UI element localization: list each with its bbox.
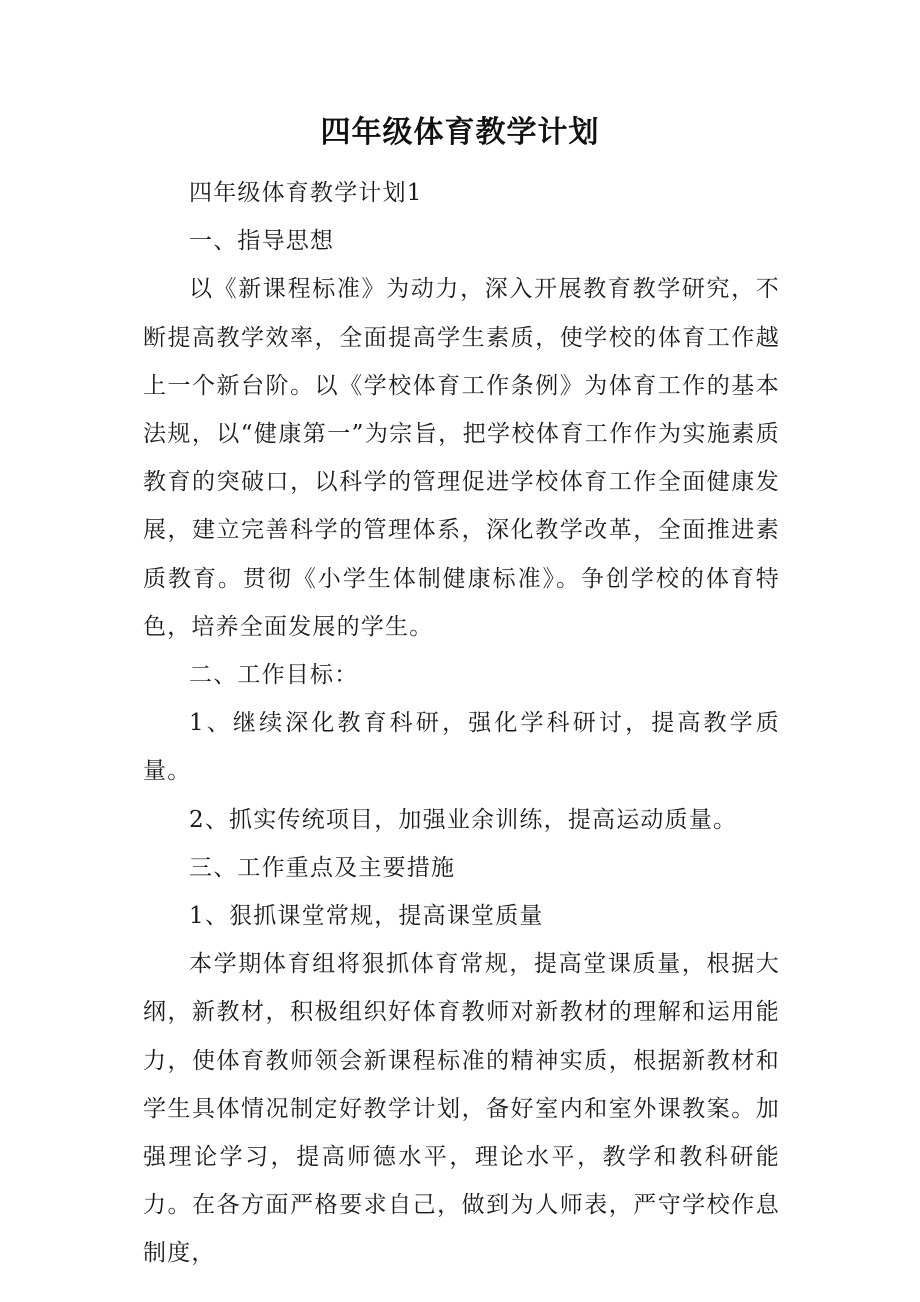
- document-body: [143, 169, 780, 1278]
- subsection-heading: 1、狠抓课堂常规，提高课堂质量: [189, 903, 544, 930]
- section-heading-key-measures: 三、工作重点及主要措施: [189, 854, 456, 881]
- section-heading-work-goals: 二、工作目标：: [189, 662, 359, 689]
- body-paragraph: 以《新课程标准》为动力，深入开展教育教学研究，不断提高教学效率，全面提高学生素质，使学校的体育工作越上一个新台阶。以《学校体育工作条例》为体育工作的基本法规，以“健康第一”为宗旨，把学校体育工作作为实施素质教育的突破口，以科学的管理促进学校体育工作全面健康发展，建立完善科学的管理体系，深化教学改革，全面推进素质教育。贯彻《小学生体制健康标准》。争创学校的体育特色，培养全面发展的学生。: [143, 276, 780, 640]
- body-paragraph: 本学期体育组将狠抓体育常规，提高堂课质量，根据大纲，新教材，积极组织好体育教师对新教材的理解和运用能力，使体育教师领会新课程标准的精神实质，根据新教材和学生具体情况制定好教学计划，备好室内和室外课教案。加强理论学习，提高师德水平，理论水平，教学和教科研能力。在各方面严格要求自己，做到为人师表，严守学校作息制度，: [143, 951, 780, 1267]
- list-item: 1、继续深化教育科研，强化学科研讨，提高教学质量。: [143, 710, 780, 785]
- list-item: 2、抓实传统项目，加强业余训练，提高运动质量。: [189, 806, 738, 833]
- subtitle-paragraph: 四年级体育教学计划1: [189, 180, 423, 206]
- document-title: 四年级体育教学计划: [320, 115, 600, 150]
- section-heading-guiding-ideology: 一、指导思想: [189, 228, 335, 255]
